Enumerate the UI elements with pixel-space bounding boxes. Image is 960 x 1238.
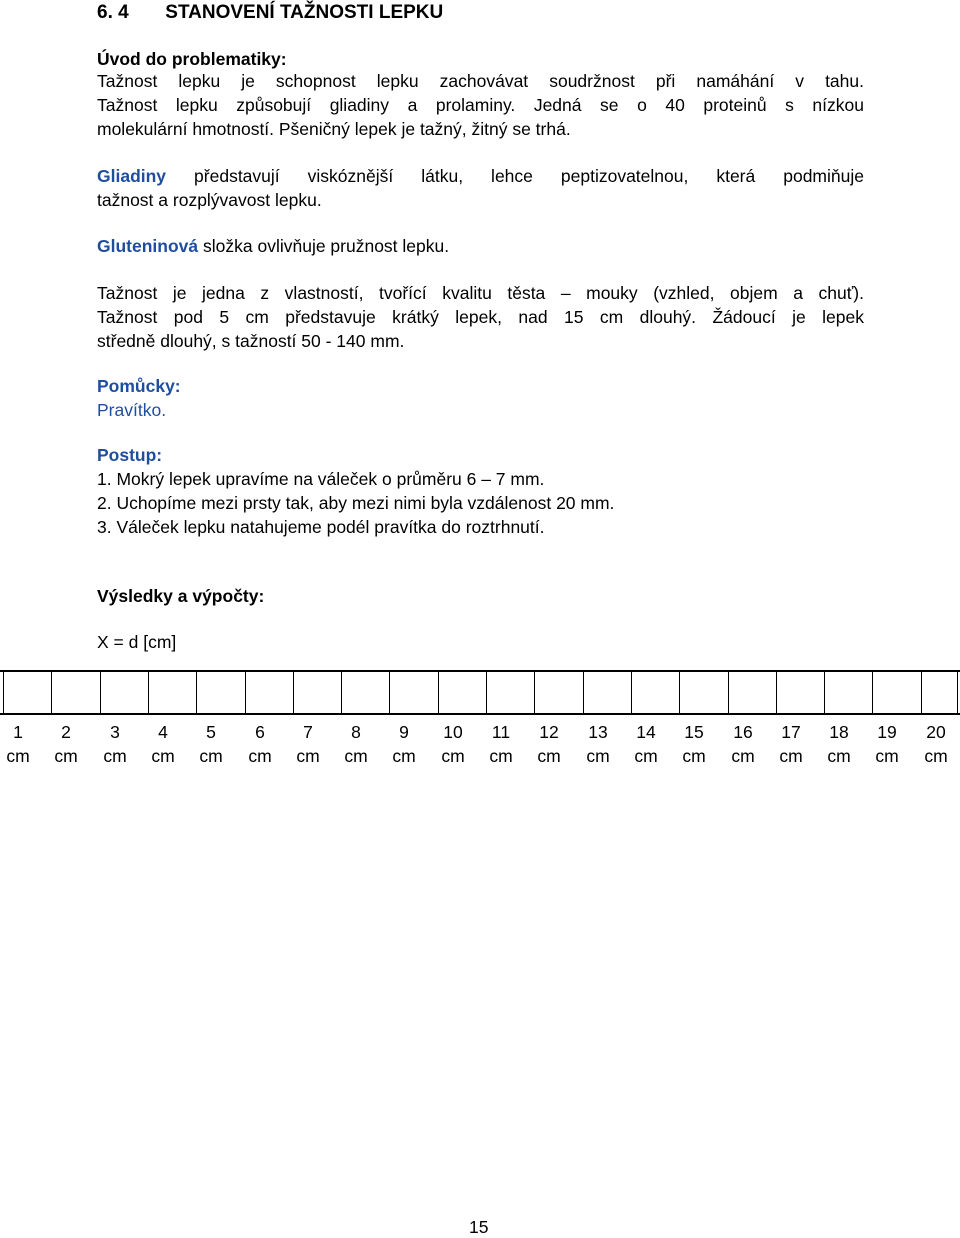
- procedure-step-1: 1. Mokrý lepek upravíme na váleček o průměru 6 – 7 mm.: [97, 469, 545, 489]
- glutenin-term: Gluteninová: [97, 236, 199, 256]
- glutenin-line: [97, 236, 449, 257]
- ruler-label-unit: cm: [779, 746, 803, 766]
- ruler-label-unit: cm: [441, 746, 465, 766]
- page-number: 15: [469, 1217, 489, 1237]
- quality-line-1: Tažnost je jedna z vlastností, tvořící kvalitu těsta – mouky (vzhled, objem a chuť).: [97, 283, 864, 303]
- ruler-label: [867, 720, 907, 768]
- ruler-label-number: 4: [158, 722, 168, 742]
- ruler-tick: [389, 671, 390, 713]
- ruler-label-number: 11: [491, 722, 511, 742]
- ruler-label-number: 1: [13, 722, 23, 742]
- ruler-label: [481, 720, 521, 768]
- ruler-label-unit: cm: [682, 746, 706, 766]
- ruler-label-number: 6: [255, 722, 265, 742]
- ruler-label: [240, 720, 280, 768]
- procedure-heading: Postup:: [97, 445, 163, 465]
- section-number: 6. 4: [97, 2, 129, 23]
- ruler-label-number: 20: [926, 722, 946, 742]
- tools-heading: Pomůcky:: [97, 376, 181, 396]
- ruler-label-unit: cm: [634, 746, 658, 766]
- ruler-label-number: 3: [110, 722, 120, 742]
- ruler-label-unit: cm: [392, 746, 416, 766]
- ruler-label: [771, 720, 811, 768]
- ruler-label-number: 17: [781, 722, 801, 742]
- ruler-tick: [631, 671, 632, 713]
- ruler-label-unit: cm: [54, 746, 78, 766]
- ruler-label: [191, 720, 231, 768]
- ruler-label-number: 13: [588, 722, 608, 742]
- ruler-tick: [196, 671, 197, 713]
- ruler-label: [143, 720, 183, 768]
- ruler-label: [336, 720, 376, 768]
- ruler-label: [916, 720, 956, 768]
- ruler-tick: [100, 671, 101, 713]
- ruler-label-unit: cm: [199, 746, 223, 766]
- ruler-label-number: 2: [61, 722, 71, 742]
- ruler-tick: [921, 671, 922, 713]
- intro-line-3: molekulární hmotností. Pšeničný lepek je tažný, žitný se trhá.: [97, 119, 571, 139]
- ruler-label-unit: cm: [537, 746, 561, 766]
- gliadiny-line-1: [97, 166, 864, 187]
- ruler-tick: [51, 671, 52, 713]
- section-heading: [97, 2, 443, 24]
- ruler-tick: [957, 671, 958, 713]
- ruler-label: [288, 720, 328, 768]
- ruler-label-number: 9: [399, 722, 409, 742]
- section-title: STANOVENÍ TAŽNOSTI LEPKU: [165, 2, 444, 23]
- ruler-label-unit: cm: [151, 746, 175, 766]
- ruler-label-unit: cm: [875, 746, 899, 766]
- ruler-label-number: 15: [684, 722, 704, 742]
- ruler-label: [46, 720, 86, 768]
- ruler-tick: [679, 671, 680, 713]
- ruler-label: [529, 720, 569, 768]
- ruler-label-number: 10: [443, 722, 463, 742]
- ruler-tick: [3, 671, 4, 713]
- ruler-label-unit: cm: [103, 746, 127, 766]
- ruler-label-unit: cm: [586, 746, 610, 766]
- ruler-tick: [728, 671, 729, 713]
- glutenin-text: složka ovlivňuje pružnost lepku.: [203, 236, 450, 256]
- ruler-label-number: 14: [636, 722, 656, 742]
- ruler-label-number: 8: [351, 722, 361, 742]
- procedure-step-2: 2. Uchopíme mezi prsty tak, aby mezi nimi byla vzdálenost 20 mm.: [97, 493, 615, 513]
- intro-line-2: Tažnost lepku způsobují gliadiny a prolaminy. Jedná se o 40 proteinů s nízkou: [97, 95, 864, 115]
- ruler-label: [433, 720, 473, 768]
- ruler-label-unit: cm: [248, 746, 272, 766]
- gliadiny-line-2: tažnost a rozplývavost lepku.: [97, 190, 322, 210]
- ruler-tick: [776, 671, 777, 713]
- ruler-label: [384, 720, 424, 768]
- ruler-label-unit: cm: [924, 746, 948, 766]
- ruler-label-number: 18: [829, 722, 849, 742]
- ruler-label-number: 16: [733, 722, 753, 742]
- ruler-label: [626, 720, 666, 768]
- ruler-top-line: [0, 670, 960, 672]
- ruler-tick: [486, 671, 487, 713]
- ruler-label-unit: cm: [344, 746, 368, 766]
- ruler-tick: [824, 671, 825, 713]
- ruler-tick: [341, 671, 342, 713]
- ruler-label-unit: cm: [827, 746, 851, 766]
- ruler-tick: [148, 671, 149, 713]
- gliadiny-text: představují viskóznější látku, lehce peptizovatelnou, která podmiňuje: [194, 166, 864, 186]
- formula: X = d [cm]: [97, 632, 177, 652]
- intro-heading: Úvod do problematiky:: [97, 49, 287, 69]
- ruler-label-unit: cm: [489, 746, 513, 766]
- ruler-label: [95, 720, 135, 768]
- ruler-label-number: 5: [206, 722, 216, 742]
- results-heading: Výsledky a výpočty:: [97, 586, 265, 606]
- ruler-tick: [534, 671, 535, 713]
- ruler-tick: [583, 671, 584, 713]
- ruler-tick: [293, 671, 294, 713]
- ruler-label: [0, 720, 38, 768]
- ruler-bottom-line: [0, 713, 960, 715]
- ruler-label-unit: cm: [731, 746, 755, 766]
- ruler-label-number: 12: [539, 722, 559, 742]
- procedure-step-3: 3. Váleček lepku natahujeme podél pravítka do roztrhnutí.: [97, 517, 545, 537]
- intro-line-1: Tažnost lepku je schopnost lepku zachovávat soudržnost při namáhání v tahu.: [97, 71, 864, 91]
- ruler-tick: [438, 671, 439, 713]
- quality-line-3: středně dlouhý, s tažností 50 - 140 mm.: [97, 331, 405, 351]
- ruler-label-unit: cm: [6, 746, 30, 766]
- ruler-label-unit: cm: [296, 746, 320, 766]
- ruler-label-number: 19: [877, 722, 897, 742]
- ruler-label-number: 7: [303, 722, 313, 742]
- ruler-label: [674, 720, 714, 768]
- gliadiny-term: Gliadiny: [97, 166, 167, 186]
- ruler-label: [819, 720, 859, 768]
- tools-text: Pravítko.: [97, 400, 167, 420]
- ruler-tick: [245, 671, 246, 713]
- ruler-label: [723, 720, 763, 768]
- ruler-label: [578, 720, 618, 768]
- quality-line-2: Tažnost pod 5 cm představuje krátký lepek, nad 15 cm dlouhý. Žádoucí je lepek: [97, 307, 864, 327]
- ruler-tick: [872, 671, 873, 713]
